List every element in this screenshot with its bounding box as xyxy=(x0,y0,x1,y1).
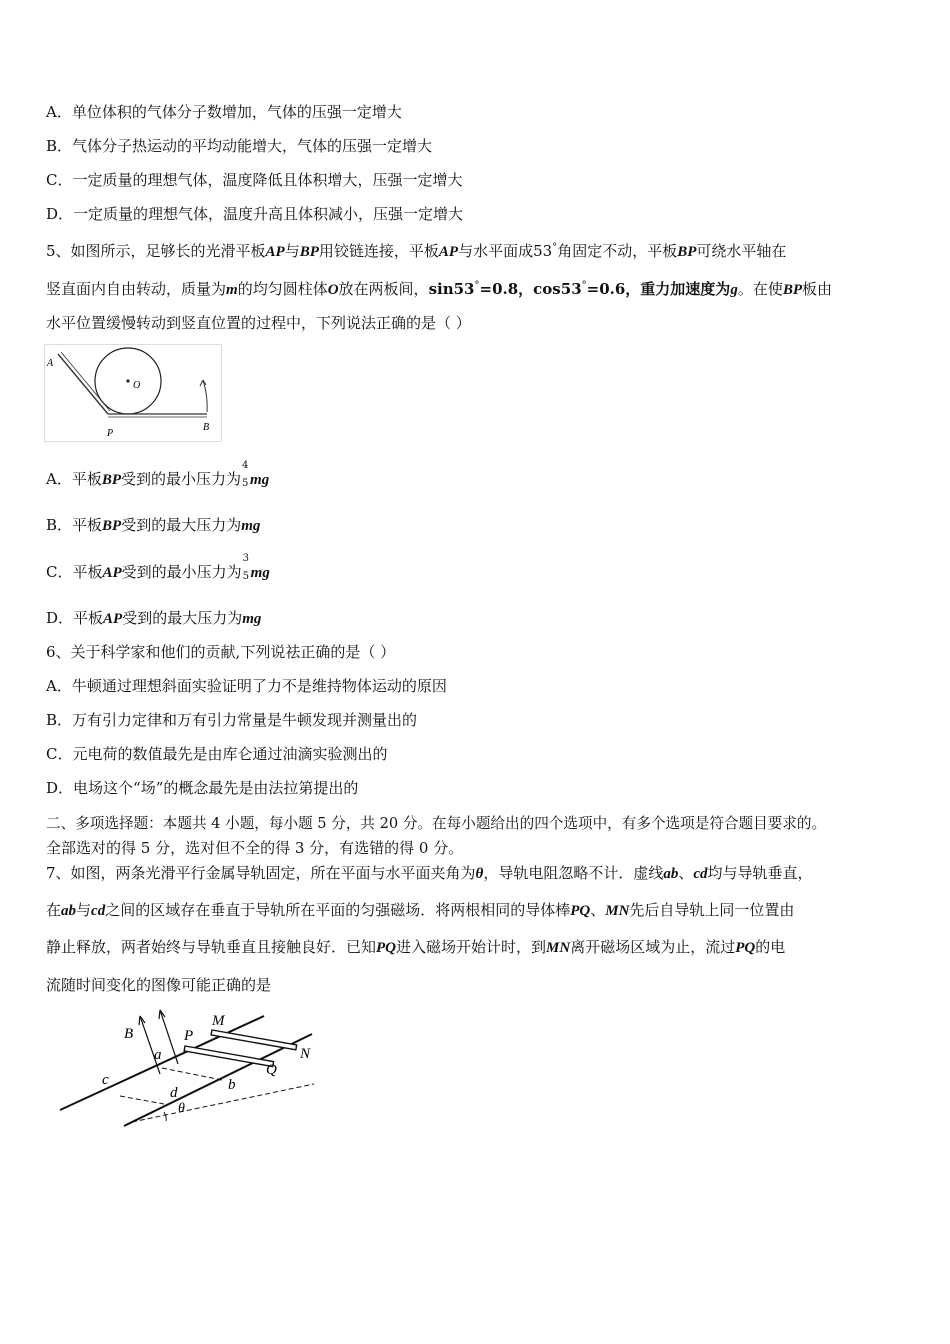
rotation-arrow xyxy=(203,380,207,412)
b-arrow-2 xyxy=(160,1010,178,1064)
section2-heading-line1: 二、多项选择题：本题共 4 小题，每小题 5 分，共 20 分。在每小题给出的四个选项中，有多个选项是符合题目要求的。 xyxy=(46,815,827,832)
bar-pq xyxy=(184,1046,274,1067)
label-b: B xyxy=(124,1026,134,1042)
bar-mn xyxy=(211,1030,297,1050)
fraction-4-5: 4 5 xyxy=(242,460,249,489)
fraction-3-5: 3 5 xyxy=(242,553,250,582)
label-m: M xyxy=(212,1013,225,1029)
q7-stem-line3: 静止释放，两者始终与导轨垂直且接触良好．已知PQ进入磁场开始计时，到MN离开磁场区域为止，流过PQ的电 xyxy=(46,938,786,956)
q5-option-c: C．平板AP受到的最小压力为 3 5 mg xyxy=(46,553,270,582)
label-d: d xyxy=(170,1085,178,1101)
q7-figure xyxy=(52,1008,322,1130)
q5-figure xyxy=(44,344,222,442)
q6-stem: 6、关于科学家和他们的贡献,下列说祛正确的是（ ） xyxy=(46,643,396,661)
q5-option-d: D．平板AP受到的最大压力为mg xyxy=(46,609,262,627)
label-theta: θ xyxy=(178,1101,185,1116)
label-b: B xyxy=(203,422,210,433)
q4-option-d: D．一定质量的理想气体，温度升高且体积减小，压强一定增大 xyxy=(46,205,464,223)
rail-left xyxy=(60,1016,264,1110)
label-p: P xyxy=(107,428,114,439)
label-b-lower: b xyxy=(228,1077,236,1093)
theta-arc xyxy=(164,1112,166,1121)
label-o: O xyxy=(133,380,141,391)
label-p: P xyxy=(184,1028,194,1044)
q5-option-a: A．平板BP受到的最小压力为 4 5 mg xyxy=(46,460,270,489)
q6-option-c: C．元电荷的数值最先是由库仑通过油滴实验测出的 xyxy=(46,745,388,763)
q4-option-c: C．一定质量的理想气体，温度降低且体积增大，压强一定增大 xyxy=(46,171,463,189)
q5-stem-line3: 水平位置缓慢转动到竖直位置的过程中，下列说法正确的是（ ） xyxy=(46,314,471,332)
q7-stem-line1: 7、如图，两条光滑平行金属导轨固定，所在平面与水平面夹角为θ，导轨电阻忽略不计．虚线ab、cd均与导轨垂直， xyxy=(46,864,813,882)
q7-stem-line4: 流随时间变化的图像可能正确的是 xyxy=(46,976,272,994)
q4-option-a: A．单位体积的气体分子数增加，气体的压强一定增大 xyxy=(46,103,402,121)
label-n: N xyxy=(300,1046,311,1062)
dashed-cd xyxy=(120,1096,164,1104)
label-c: c xyxy=(102,1072,109,1088)
q6-option-b: B．万有引力定律和万有引力常量是牛顿发现并测量出的 xyxy=(46,711,418,729)
q7-stem-line2: 在ab与cd之间的区域存在垂直于导轨所在平面的匀强磁场．将两根相同的导体棒PQ、MN先后自导轨上同一位置由 xyxy=(46,901,795,919)
b-arrow-1 xyxy=(140,1016,160,1074)
q4-option-b: B．气体分子热运动的平均动能增大，气体的压强一定增大 xyxy=(46,137,433,155)
q6-option-d: D．电场这个“场”的概念最先是由法拉第提出的 xyxy=(46,779,359,797)
section2-heading-line2: 全部选对的得 5 分，选对但不全的得 3 分，有选错的得 0 分。 xyxy=(46,839,464,857)
q5-stem-line2: 竖直面内自由转动，质量为m的均匀圆柱体O放在两板间，sin53°=0.8，cos53°=0.6，重力加速度为g。在使BP板由 xyxy=(46,280,833,298)
label-a: A xyxy=(47,358,54,369)
dashed-ab xyxy=(162,1068,222,1080)
q5-option-b: B．平板BP受到的最大压力为mg xyxy=(46,516,261,534)
dashed-horizontal xyxy=(132,1084,314,1122)
q6-option-a: A．牛顿通过理想斜面实验证明了力不是维持物体运动的原因 xyxy=(46,677,447,695)
label-a: a xyxy=(154,1047,162,1063)
q5-stem-line1: 5、如图所示，足够长的光滑平板AP与BP用铰链连接，平板AP与水平面成53°角固定不动，平板BP可绕水平轴在 xyxy=(46,242,787,260)
label-q: Q xyxy=(266,1062,277,1078)
